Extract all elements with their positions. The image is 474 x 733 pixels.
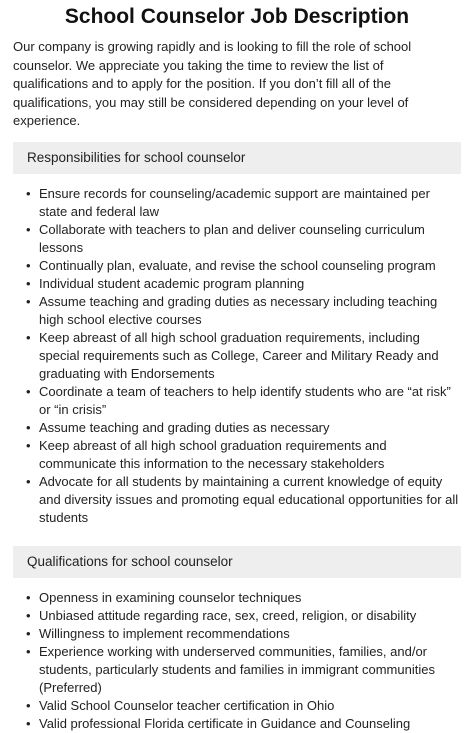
responsibilities-list <box>13 185 461 527</box>
list-item: • Keep abreast of all high school graduation requirements, including special requirements such as College, Career and Military Ready and graduating with Endorsements <box>39 329 461 383</box>
list-item: • Openness in examining counselor techniques <box>39 589 461 607</box>
list-item: • Experience working with underserved communities, families, and/or students, particularly students and families in immigrant communities (Preferred) <box>39 643 461 697</box>
list-item: • Continually plan, evaluate, and revise the school counseling program <box>39 257 461 275</box>
intro-paragraph: Our company is growing rapidly and is looking to fill the role of school counselor. We appreciate you taking the time to review the list of qualifications and to apply for the position. If you don’t fill all of the qualifications, you may still be considered depending on your level of experience. <box>13 39 412 128</box>
list-item: • Valid professional Florida certificate in Guidance and Counseling <box>39 715 461 733</box>
list-item: • Unbiased attitude regarding race, sex, creed, religion, or disability <box>39 607 461 625</box>
page-title: School Counselor Job Description <box>64 5 410 28</box>
list-item: • Valid School Counselor teacher certification in Ohio <box>39 697 461 715</box>
responsibilities-heading: Responsibilities for school counselor <box>13 142 461 174</box>
list-item: • Keep abreast of all high school graduation requirements and communicate this information to the necessary stakeholders <box>39 437 461 473</box>
list-item: • Ensure records for counseling/academic support are maintained per state and federal law <box>39 185 461 221</box>
list-item: • Assume teaching and grading duties as necessary including teaching high school elective courses <box>39 293 461 329</box>
list-item: • Individual student academic program planning <box>39 275 461 293</box>
list-item: • Collaborate with teachers to plan and deliver counseling curriculum lessons <box>39 221 461 257</box>
qualifications-list <box>13 589 461 733</box>
list-item: • Assume teaching and grading duties as necessary <box>39 419 461 437</box>
list-item: • Advocate for all students by maintaining a current knowledge of equity and diversity issues and promoting equal educational opportunities for all students <box>39 473 461 527</box>
list-item: • Willingness to implement recommendations <box>39 625 461 643</box>
list-item: • Coordinate a team of teachers to help identify students who are “at risk” or “in crisis” <box>39 383 461 419</box>
qualifications-heading: Qualifications for school counselor <box>13 546 461 578</box>
